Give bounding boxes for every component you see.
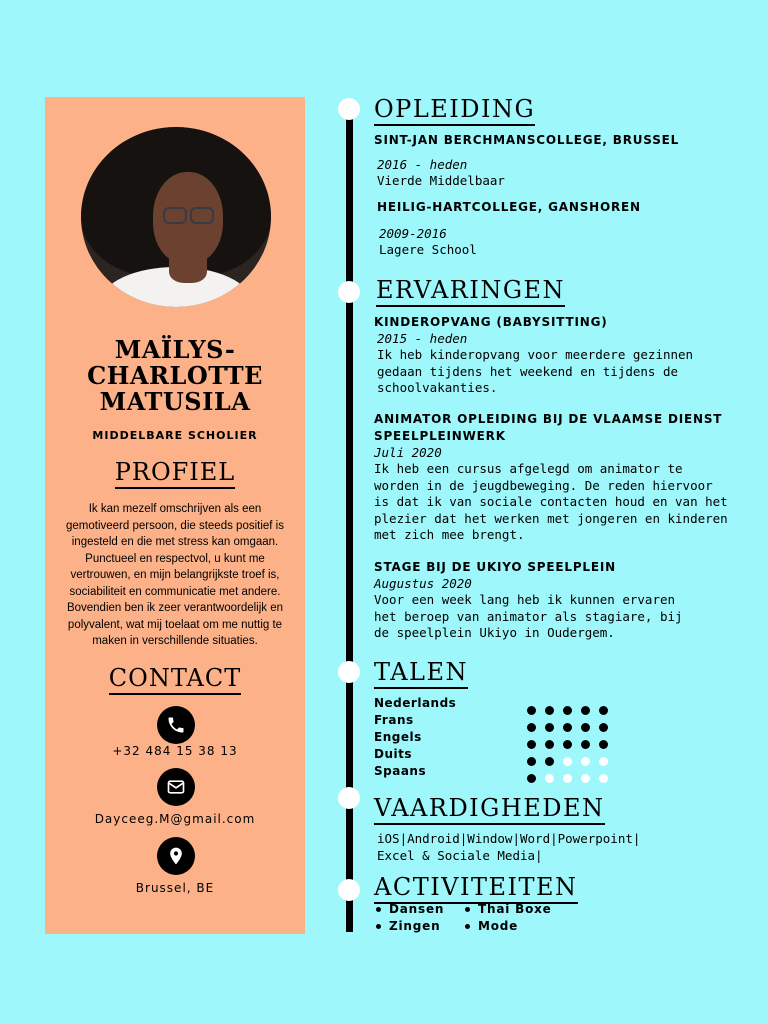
person-name — [45, 337, 305, 415]
activities-heading: ACTIVITEITEN — [374, 873, 578, 901]
activity-item: Dansen — [376, 902, 444, 916]
experience-text: Ik heb kinderopvang voor meerdere gezinnen gedaan tijdens het weekend en tijdens de schoolvakanties. — [377, 347, 694, 395]
level-dot — [581, 740, 590, 749]
level-dot — [599, 740, 608, 749]
level-dot — [527, 706, 536, 715]
language-name: Nederlands — [374, 696, 457, 710]
experience-text: Voor een week lang heb ik kunnen ervaren het beroep van animator als stagiare, bij de speelplein Ukiyo in Oudergem. — [374, 592, 683, 640]
level-dot — [545, 757, 554, 766]
profile-text: Ik kan mezelf omschrijven als een gemotiveerd persoon, die steeds positief is ingesteld en die met stress kan omgaan. Punctueel en respectvol, u kunt me vertrouwen, en mijn belangrijkste troef is, sociabiliteit en communicatie met andere. Bovendien ben ik zeer verantwoordelijk en polyvalent, wat mij toelaat om me nuttig te maken in verschillende situaties. — [66, 503, 284, 647]
level-dot — [527, 774, 536, 783]
skills-line-1: iOS|Android|Window|Word|Powerpoint| — [377, 831, 641, 846]
education-school: SINT-JAN BERCHMANSCOLLEGE, BRUSSEL — [374, 133, 680, 147]
location-pin-icon — [157, 837, 195, 875]
timeline-dot — [338, 661, 360, 683]
education-item-details — [379, 226, 749, 259]
skills-line-2: Excel & Sociale Media| — [377, 847, 543, 863]
experience-text: Ik heb een cursus afgelegd om animator te worden in de jeugdbeweging. De reden hiervoor is dat ik van sociale contacten houd en van het plezier dat het werken met jongeren en kinderen met zich mee brengt. — [374, 461, 728, 542]
languages-heading: TALEN — [374, 658, 468, 686]
name-line-3: MATUSILA — [99, 387, 251, 416]
activity-item: Zingen — [376, 919, 440, 933]
level-dot — [545, 706, 554, 715]
level-dot — [563, 740, 572, 749]
phone-icon — [157, 706, 195, 744]
timeline-dot — [338, 281, 360, 303]
level-dot — [599, 723, 608, 732]
level-dot — [527, 723, 536, 732]
level-dot — [581, 774, 590, 783]
level-dot — [545, 774, 554, 783]
mail-icon — [157, 768, 195, 806]
level-dot — [599, 706, 608, 715]
level-dot — [563, 723, 572, 732]
level-dot — [581, 757, 590, 766]
education-item-details — [377, 157, 747, 190]
level-dot — [545, 723, 554, 732]
experience-item — [374, 411, 744, 544]
level-dot — [599, 757, 608, 766]
experience-title: KINDEROPVANG (BABYSITTING) — [374, 315, 608, 329]
experience-item — [374, 559, 744, 642]
profile-photo — [81, 127, 271, 307]
activity-item: Thai Boxe — [465, 902, 552, 916]
education-heading: OPLEIDING — [374, 95, 535, 123]
language-name: Spaans — [374, 764, 427, 778]
education-level: Lagere School — [379, 242, 477, 257]
language-name: Duits — [374, 747, 412, 761]
education-period: 2016 - heden — [377, 157, 468, 172]
timeline-dot — [338, 879, 360, 901]
experience-period: Juli 2020 — [374, 445, 442, 460]
contact-heading: CONTACT — [45, 664, 305, 692]
education-item — [377, 199, 747, 216]
person-subtitle: MIDDELBARE SCHOLIER — [92, 429, 258, 442]
level-dot — [527, 740, 536, 749]
experience-title: ANIMATOR OPLEIDING BIJ DE VLAAMSE DIENST SPEELPLEINWERK — [374, 412, 723, 443]
experience-heading: ERVARINGEN — [376, 276, 565, 304]
level-dot — [581, 723, 590, 732]
name-line-1: MAÏLYS- — [114, 335, 236, 364]
contact-location: Brussel, BE — [135, 881, 215, 895]
experience-title: STAGE BIJ DE UKIYO SPEELPLEIN — [374, 560, 616, 574]
language-name: Frans — [374, 713, 414, 727]
language-level-dots — [527, 768, 617, 787]
level-dot — [599, 774, 608, 783]
education-period: 2009-2016 — [379, 226, 447, 241]
skills-list — [377, 831, 747, 864]
experience-period: 2015 - heden — [377, 331, 468, 346]
contact-email[interactable]: Dayceeg.M@gmail.com — [94, 812, 256, 826]
level-dot — [581, 706, 590, 715]
timeline-dot — [338, 787, 360, 809]
name-line-2: CHARLOTTE — [87, 361, 263, 390]
level-dot — [527, 757, 536, 766]
experience-period: Augustus 2020 — [374, 576, 472, 591]
education-level: Vierde Middelbaar — [377, 173, 505, 188]
activity-item: Mode — [465, 919, 518, 933]
profile-panel — [45, 97, 305, 934]
contact-phone[interactable]: +32 484 15 38 13 — [112, 744, 238, 758]
profile-heading: PROFIEL — [45, 458, 305, 486]
level-dot — [563, 757, 572, 766]
level-dot — [563, 706, 572, 715]
skills-heading: VAARDIGHEDEN — [374, 794, 605, 822]
experience-item — [374, 314, 744, 397]
level-dot — [563, 774, 572, 783]
language-name: Engels — [374, 730, 422, 744]
level-dot — [545, 740, 554, 749]
education-school: HEILIG-HARTCOLLEGE, GANSHOREN — [377, 200, 641, 214]
education-item — [374, 132, 744, 149]
timeline-dot — [338, 98, 360, 120]
